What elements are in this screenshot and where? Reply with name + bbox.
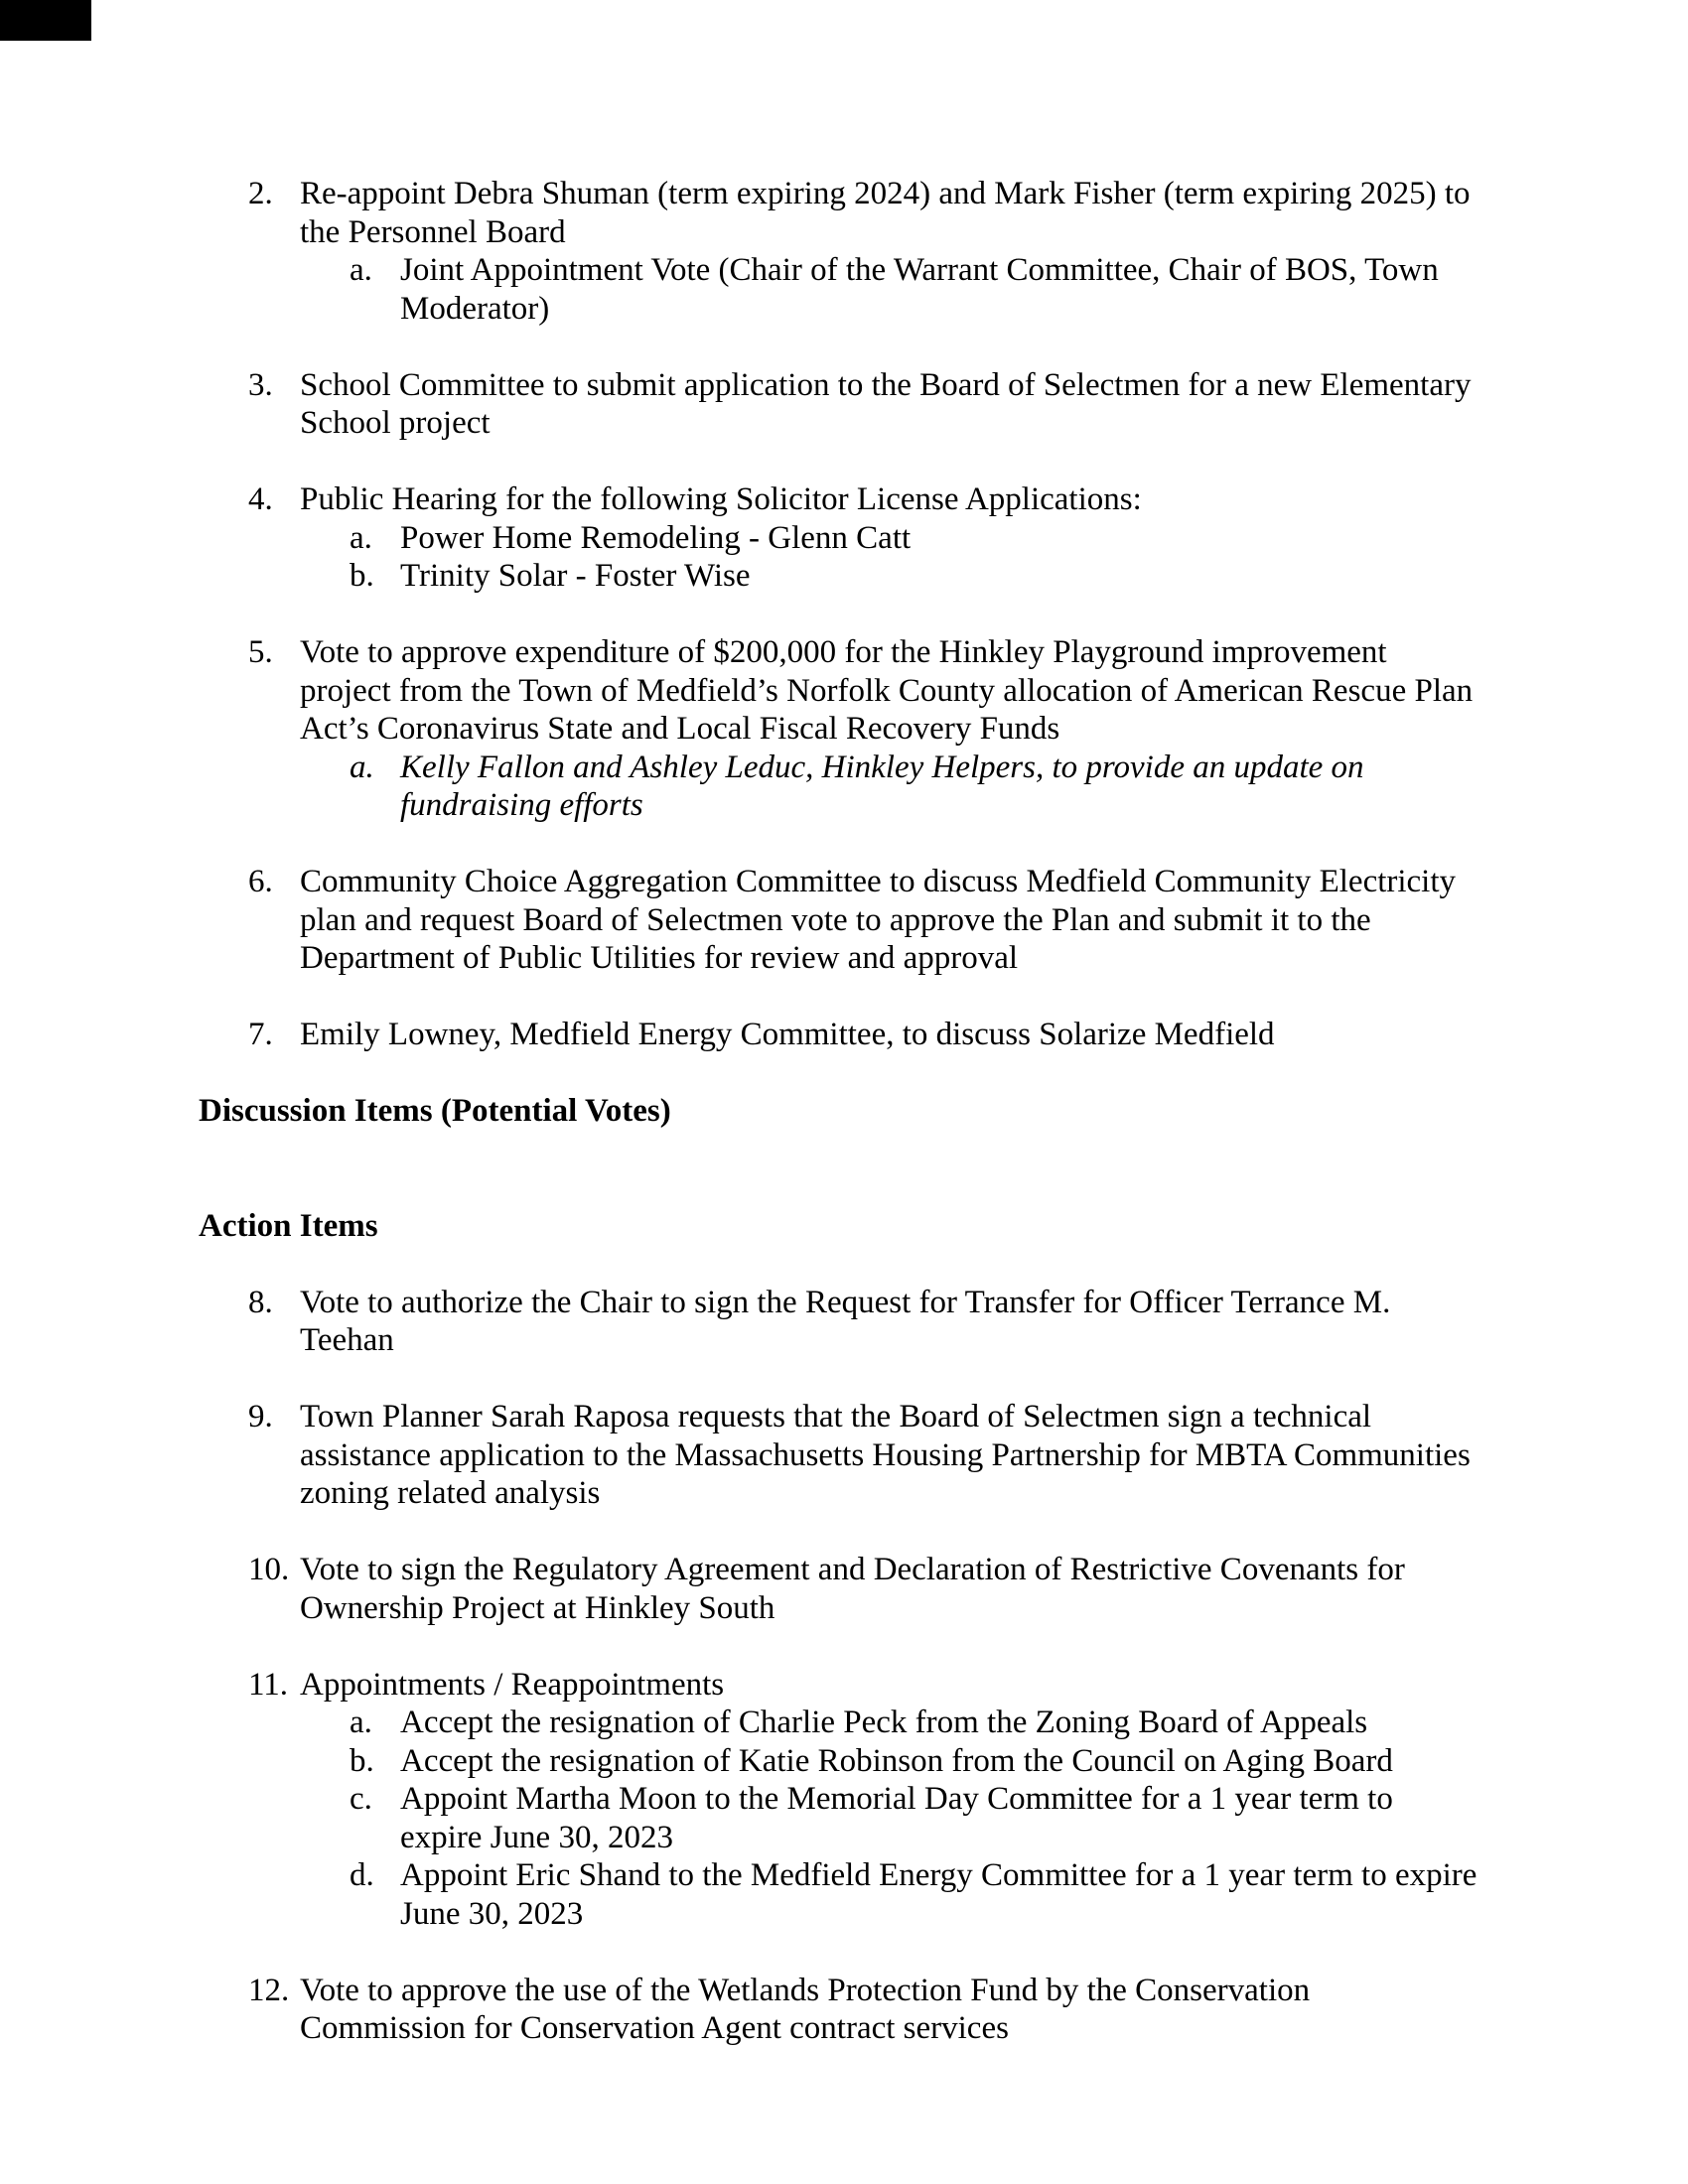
agenda-item bbox=[0, 1551, 1688, 1627]
text-line: Moderator) bbox=[400, 290, 550, 327]
text-line: plan and request Board of Selectmen vote to approve the Plan and submit it to the bbox=[300, 901, 1371, 938]
agenda-subitem bbox=[350, 1780, 1477, 1856]
section-heading: Action Items bbox=[199, 1207, 378, 1244]
text-line: project from the Town of Medfield’s Norfolk County allocation of American Rescue Plan bbox=[300, 672, 1474, 709]
text-line: expire June 30, 2023 bbox=[400, 1819, 673, 1855]
text-line: Power Home Remodeling - Glenn Catt bbox=[400, 519, 912, 556]
text-line: fundraising efforts bbox=[400, 787, 643, 823]
text-line: Accept the resignation of Charlie Peck from the Zoning Board of Appeals bbox=[400, 1705, 1368, 1740]
agenda-subitem bbox=[350, 251, 1471, 328]
subitem-text bbox=[400, 519, 911, 558]
text-line: Teehan bbox=[300, 1322, 394, 1358]
text-line: Town Planner Sarah Raposa requests that the Board of Selectmen sign a technical bbox=[300, 1399, 1372, 1434]
item-text bbox=[300, 1016, 1275, 1054]
item-text bbox=[300, 366, 1471, 443]
item-text bbox=[300, 1972, 1310, 2048]
subitem-marker: a. bbox=[350, 252, 372, 288]
text-line: Emily Lowney, Medfield Energy Committee, to discuss Solarize Medfield bbox=[300, 1017, 1275, 1052]
text-line: Joint Appointment Vote (Chair of the Warrant Committee, Chair of BOS, Town bbox=[400, 252, 1439, 288]
agenda-item bbox=[0, 633, 1688, 825]
agenda-item bbox=[0, 366, 1688, 443]
text-line: Vote to approve the use of the Wetlands Protection Fund by the Conservation bbox=[300, 1972, 1311, 2008]
text-line: Ownership Project at Hinkley South bbox=[300, 1589, 775, 1626]
item-number: 5. bbox=[248, 634, 273, 670]
text-line: assistance application to the Massachusetts Housing Partnership for MBTA Communities bbox=[300, 1436, 1471, 1473]
text-line: Public Hearing for the following Solicitor License Applications: bbox=[300, 481, 1142, 517]
item-text bbox=[300, 175, 1471, 328]
item-number: 10. bbox=[248, 1552, 290, 1587]
item-number: 2. bbox=[248, 176, 273, 211]
text-line: Vote to sign the Regulatory Agreement and Declaration of Restrictive Covenants for bbox=[300, 1552, 1405, 1587]
subitem-marker: a. bbox=[350, 519, 372, 556]
text-line: Vote to authorize the Chair to sign the Request for Transfer for Officer Terrance M. bbox=[300, 1284, 1391, 1320]
text-line: Vote to approve expenditure of $200,000 for the Hinkley Playground improvement bbox=[300, 634, 1387, 670]
item-text bbox=[300, 633, 1473, 825]
agenda-subitem bbox=[350, 1742, 1477, 1781]
agenda-item bbox=[0, 1666, 1688, 1934]
text-line: zoning related analysis bbox=[300, 1475, 601, 1511]
subitem-marker: b. bbox=[350, 558, 374, 594]
subitem-text bbox=[400, 1742, 1393, 1781]
agenda-item bbox=[0, 1398, 1688, 1513]
text-line: Accept the resignation of Katie Robinson from the Council on Aging Board bbox=[400, 1742, 1393, 1779]
agenda-item bbox=[0, 175, 1688, 328]
subitem-marker: c. bbox=[350, 1781, 372, 1817]
text-line: School Committee to submit application to the Board of Selectmen for a new Elementary bbox=[300, 366, 1472, 403]
agenda-item bbox=[0, 1284, 1688, 1360]
item-text bbox=[300, 1551, 1405, 1627]
item-number: 7. bbox=[248, 1017, 273, 1052]
subitem-text bbox=[400, 749, 1364, 825]
item-number: 9. bbox=[248, 1399, 273, 1434]
subitem-marker: d. bbox=[350, 1857, 374, 1893]
agenda-item bbox=[0, 1016, 1688, 1054]
subitem-text bbox=[400, 1856, 1477, 1933]
subitem-text bbox=[400, 1704, 1367, 1742]
text-line: Department of Public Utilities for review and approval bbox=[300, 940, 1019, 976]
text-line: the Personnel Board bbox=[300, 213, 566, 250]
item-number: 8. bbox=[248, 1284, 273, 1320]
agenda-subitem bbox=[350, 1704, 1477, 1742]
item-number: 3. bbox=[248, 366, 273, 403]
text-line: Community Choice Aggregation Committee to discuss Medfield Community Electricity bbox=[300, 864, 1457, 899]
item-text bbox=[300, 1284, 1390, 1360]
text-line: Trinity Solar - Foster Wise bbox=[400, 558, 751, 594]
item-text bbox=[300, 1398, 1471, 1513]
agenda-subitem bbox=[350, 557, 1142, 596]
subitem-marker: a. bbox=[350, 1705, 372, 1740]
item-number: 4. bbox=[248, 481, 273, 517]
agenda-subitem bbox=[350, 1856, 1477, 1933]
agenda-item bbox=[0, 1972, 1688, 2048]
subitem-marker: b. bbox=[350, 1742, 374, 1779]
subitem-text bbox=[400, 557, 751, 596]
item-text bbox=[300, 863, 1456, 978]
text-line: Appoint Martha Moon to the Memorial Day Committee for a 1 year term to bbox=[400, 1781, 1393, 1817]
text-line: June 30, 2023 bbox=[400, 1895, 584, 1932]
subitem-marker: a. bbox=[350, 749, 374, 785]
item-number: 11. bbox=[248, 1666, 289, 1703]
section-heading: Discussion Items (Potential Votes) bbox=[199, 1093, 671, 1129]
item-text bbox=[300, 480, 1142, 596]
text-line: School project bbox=[300, 405, 491, 441]
agenda-item bbox=[0, 863, 1688, 978]
item-number: 12. bbox=[248, 1972, 290, 2008]
text-line: Kelly Fallon and Ashley Leduc, Hinkley Helpers, to provide an update on bbox=[400, 749, 1364, 785]
text-line: Commission for Conservation Agent contract services bbox=[300, 2010, 1009, 2046]
agenda-subitem bbox=[350, 749, 1473, 825]
text-line: Appoint Eric Shand to the Medfield Energy Committee for a 1 year term to expire bbox=[400, 1857, 1477, 1893]
agenda-subitem bbox=[350, 519, 1142, 558]
text-line: Re-appoint Debra Shuman (term expiring 2024) and Mark Fisher (term expiring 2025) to bbox=[300, 176, 1471, 211]
text-line: Act’s Coronavirus State and Local Fiscal Recovery Funds bbox=[300, 711, 1060, 747]
subitem-text bbox=[400, 1780, 1393, 1856]
text-line: Appointments / Reappointments bbox=[300, 1666, 725, 1703]
item-text bbox=[300, 1666, 1477, 1934]
item-number: 6. bbox=[248, 864, 273, 899]
subitem-text bbox=[400, 251, 1439, 328]
agenda-item bbox=[0, 480, 1688, 596]
